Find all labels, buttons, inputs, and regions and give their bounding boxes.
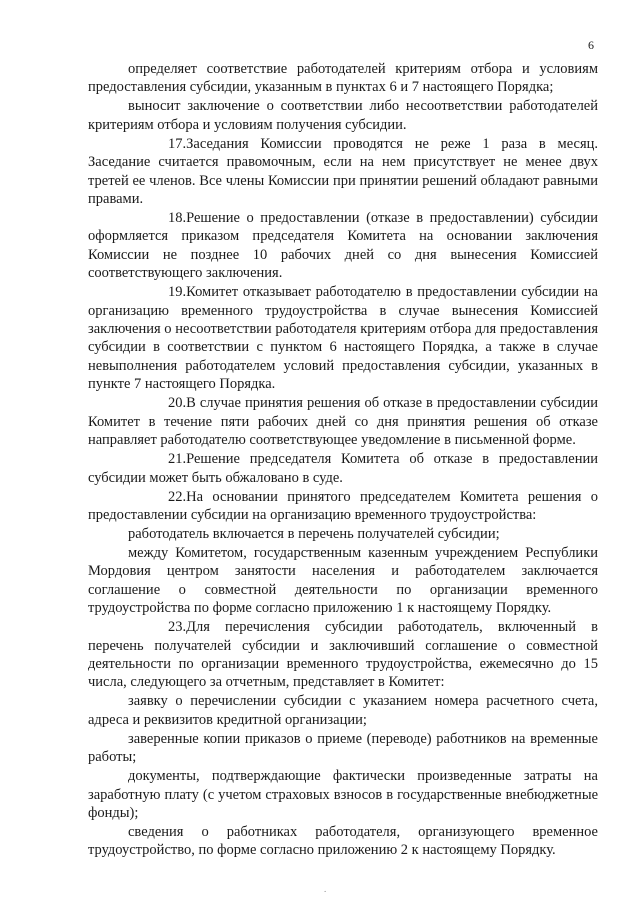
paragraph-text: между Комитетом, государственным казенным учреждением Республики Мордовия центром занятости населения и работодателем заключается соглашение о совместной деятельности по организации временного трудоустройства по форме согласно приложению 1 к настоящему Порядку. [88, 544, 598, 617]
paragraph-text: документы, подтверждающие фактически произведенные затраты на заработную плату (с учетом страховых взносов в государственные внебюджетные фонды); [88, 768, 598, 821]
paragraph [88, 209, 598, 283]
paragraph-text: На основании принятого председателем Комитета решения о предоставлении субсидии на организацию временного трудоустройства: [88, 488, 598, 523]
paragraph-text: выносит заключение о соответствии либо несоответствии работодателей критериям отбора и условиям получения субсидии. [88, 98, 598, 133]
paragraph-text: сведения о работниках работодателя, организующего временное трудоустройство, по форме согласно приложению 2 к настоящему Порядку. [88, 823, 598, 859]
paragraph [88, 767, 598, 822]
paragraph-number: 19. [168, 284, 187, 301]
paragraph-text: Для перечисления субсидии работодатель, включенный в перечень получателей субсидии и заключивший соглашение о совместной деятельности по организации временного трудоустройства, ежемесячно до 15 числа, следующего за отчетным, представляет в Комитет: [88, 619, 598, 691]
paragraph [88, 692, 598, 729]
page-number: 6 [588, 38, 594, 52]
paragraph-number: 20. [168, 395, 187, 412]
paragraph [88, 60, 598, 97]
paragraph-text: Решение председателя Комитета об отказе в предоставлении субсидии может быть обжаловано в суде. [88, 451, 598, 486]
paragraph [88, 283, 598, 393]
paragraph-number: 22. [168, 488, 187, 505]
paragraph [88, 618, 598, 692]
paragraph [88, 450, 598, 487]
paragraph [88, 730, 598, 767]
paragraph [88, 394, 598, 449]
paragraph-text: В случае принятия решения об отказе в предоставлении субсидии Комитет в течение пяти рабочих дней со дня принятия решения об отказе направляет работодателю соответствующее уведомление в письменной форме. [88, 395, 598, 449]
paragraph-text: Заседания Комиссии проводятся не реже 1 раза в месяц. Заседание считается правомочным, если на нем присутствует не менее двух третей ее членов. Все члены Комиссии при принятии решений обладают равными правами. [88, 135, 598, 208]
paragraph [88, 544, 598, 618]
paragraph-text: Комитет отказывает работодателю в предоставлении субсидии на организацию временного трудоустройства в случае вынесения Комиссией заключения о несоответствии работодателя критериям отбора для предоставления субсидии в соответствии с пунктом 6 настоящего Порядка, а также в случае невыполнения работодателем условий предоставления субсидии, указанных в пункте 7 настоящего Порядка. [88, 284, 598, 393]
paragraph [88, 135, 598, 209]
paragraph [88, 97, 598, 134]
paragraph-number: 18. [168, 210, 187, 227]
paragraph-text: заявку о перечислении субсидии с указанием номера расчетного счета, адреса и реквизитов кредитной организации; [88, 693, 598, 728]
paragraph-text: Решение о предоставлении (отказе в предоставлении) субсидии оформляется приказом председателя Комитета на основании заключения Комиссии не позднее 10 рабочих дней со дня вынесения Комиссией соответствующего заключения. [88, 210, 598, 282]
paragraph [88, 525, 598, 543]
paragraph-number: 23. [168, 619, 187, 636]
paragraph-text: определяет соответствие работодателей критериям отбора и условиям предоставления субсидии, указанным в пунктах 6 и 7 настоящего Порядка; [88, 61, 598, 96]
paragraph-number: 17. [168, 135, 187, 152]
paragraph [88, 823, 598, 860]
paragraph-number: 21. [168, 451, 187, 468]
paragraph [88, 488, 598, 525]
paragraph-text: заверенные копии приказов о приеме (переводе) работников на временные работы; [88, 730, 598, 766]
document-body [88, 60, 598, 860]
footer-mark: . [324, 884, 327, 894]
paragraph-text: работодатель включается в перечень получателей субсидии; [128, 525, 500, 542]
